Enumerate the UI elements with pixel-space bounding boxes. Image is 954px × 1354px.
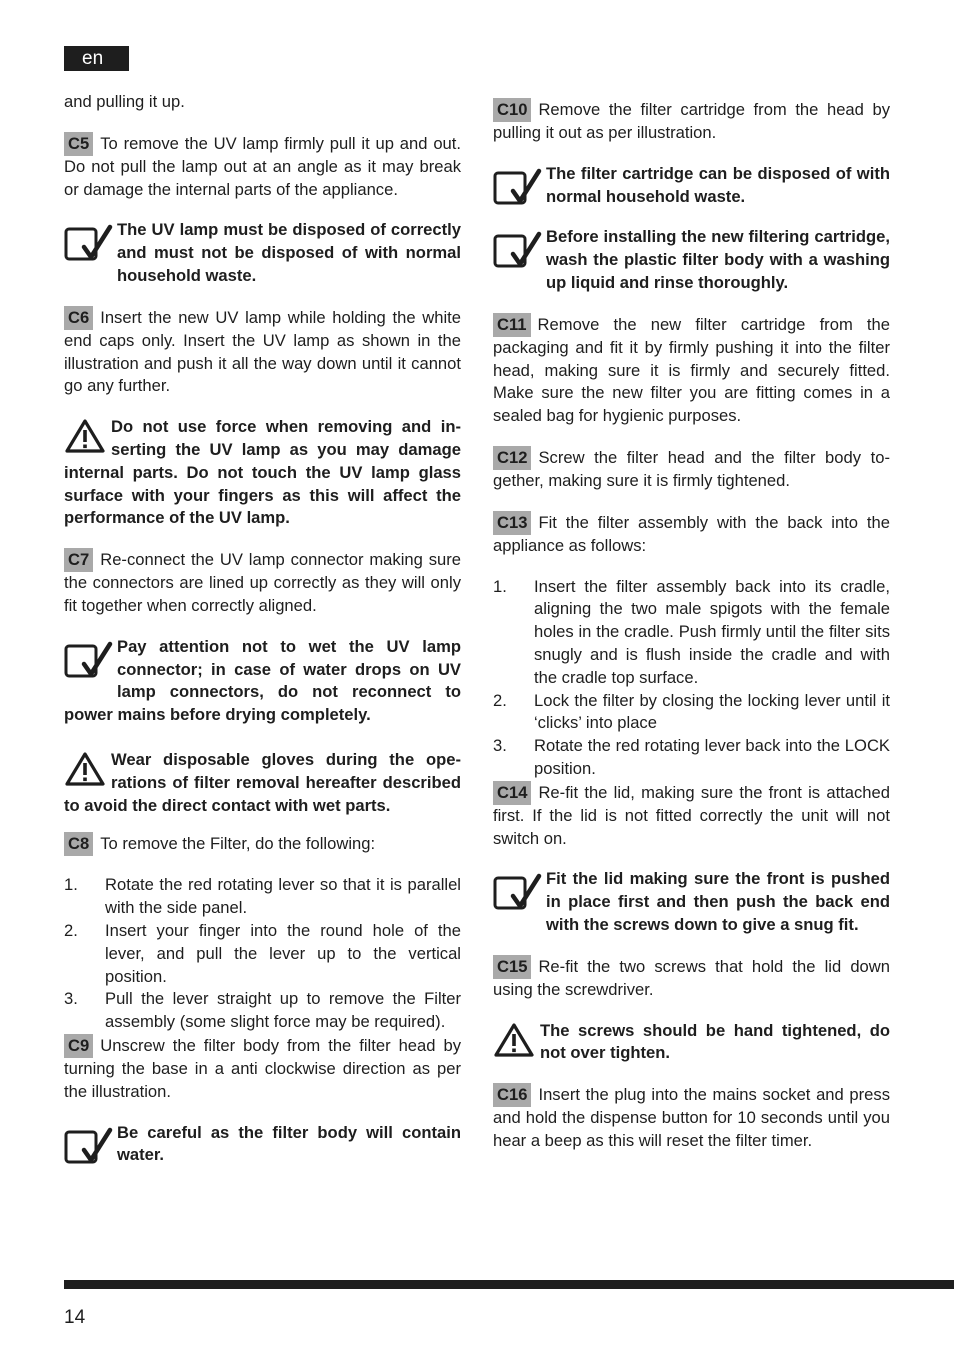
warning-triangle-icon	[64, 751, 108, 791]
checkbox-note-icon	[493, 868, 543, 914]
step-badge: C8	[64, 832, 93, 856]
list-item	[64, 874, 461, 920]
checkbox-note-icon	[64, 1122, 114, 1168]
step-c14	[493, 781, 890, 851]
step-badge: C11	[493, 313, 531, 337]
step-c12	[493, 446, 890, 493]
step-c15	[493, 955, 890, 1002]
step-text: Remove the filter cartridge from the head by pulling it out as per illustration.	[493, 100, 890, 142]
step-badge: C9	[64, 1034, 93, 1058]
step-text: Fit the filter assembly with the back into the appliance as follows:	[493, 512, 890, 555]
c13-steps-list	[493, 576, 890, 781]
note-uv-disposal	[64, 219, 461, 287]
note-connector-water	[64, 636, 461, 727]
step-c6	[64, 306, 461, 398]
checkbox-note-icon	[493, 163, 543, 209]
list-number: 2.	[64, 920, 78, 940]
step-c11	[493, 313, 890, 428]
list-text: Insert your finger into the round hole of the lever, and pull the lever up to the vertical position.	[105, 920, 461, 986]
step-text: Remove the new filter cartridge from the packaging and fit it by firmly pushing it into the filter head, making sure it is firmly and securely fitted. Make sure the new filter you are fitting comes in a sealed bag for hygienic purposes.	[493, 314, 890, 426]
warning-text: Do not use force when removing and inserting the UV lamp as you may damage internal parts. Do not touch the UV lamp glass surface with your fingers as this will affect the performance of the UV lamp.	[64, 417, 461, 528]
list-number: 2.	[493, 690, 507, 710]
list-number: 1.	[493, 576, 507, 596]
list-item	[493, 576, 890, 690]
step-text: Re-fit the lid, making sure the front is attached first. If the lid is not fitted correctly the unit will not switch on.	[493, 782, 890, 848]
step-text: Unscrew the filter body from the filter head by turning the base in a anti clockwise direction as per the illustration.	[64, 1035, 461, 1101]
left-column	[64, 91, 461, 1168]
note-text: Before installing the new filtering cartridge, wash the plastic filter body with a washing up liquid and rinse thoroughly.	[546, 227, 890, 292]
step-text: Screw the filter head and the filter body together, making sure it is firmly tightened.	[493, 447, 890, 490]
note-text: Fit the lid making sure the front is pushed in place first and then push the back end with the screws down to give a snug fit.	[546, 869, 890, 934]
step-badge: C13	[493, 511, 531, 535]
warning-triangle-icon	[64, 418, 108, 458]
step-badge: C10	[493, 98, 531, 122]
note-filter-water	[64, 1122, 461, 1168]
list-text: Lock the filter by closing the locking lever until it ‘clicks’ into place	[534, 690, 890, 733]
step-c7	[64, 548, 461, 618]
step-text: Re-connect the UV lamp connector making sure the connectors are lined up correctly as they will only fit together when correctly aligned.	[64, 550, 461, 615]
note-text: The filter cartridge can be disposed of with normal household waste.	[546, 163, 890, 206]
checkbox-note-icon	[64, 636, 114, 682]
step-badge: C15	[493, 955, 531, 979]
list-item	[493, 690, 890, 736]
step-c5	[64, 132, 461, 202]
step-c10	[493, 98, 890, 145]
step-text: Insert the plug into the mains socket and press and hold the dispense button for 10 seconds until you hear a beep as this will reset the filter timer.	[493, 1085, 890, 1150]
step-c9	[64, 1034, 461, 1104]
list-number: 1.	[64, 875, 78, 895]
note-text: Pay attention not to wet the UV lamp connector; in case of water drops on UV lamp connectors, do not reconnect to power mains before drying completely.	[64, 636, 461, 725]
step-badge: C16	[493, 1083, 531, 1107]
checkbox-note-icon	[493, 226, 543, 272]
list-item	[64, 988, 461, 1034]
list-text: Rotate the red rotating lever back into the LOCK position.	[534, 736, 890, 778]
note-fit-lid	[493, 868, 890, 936]
step-text: To remove the Filter, do the following:	[100, 834, 376, 854]
step-badge: C6	[64, 306, 93, 330]
step-c16	[493, 1083, 890, 1153]
page-number: 14	[64, 1307, 86, 1328]
note-cartridge-disposal	[493, 163, 890, 209]
language-tab: en	[64, 46, 129, 71]
checkbox-note-icon	[64, 219, 114, 265]
footer-rule	[64, 1280, 954, 1289]
note-text: The UV lamp must be disposed of correctly and must not be disposed of with normal household waste.	[117, 220, 461, 285]
list-text: Rotate the red rotating lever so that it is parallel with the side panel.	[105, 875, 461, 918]
step-c8	[64, 832, 461, 856]
warning-gloves	[64, 749, 461, 817]
step-text: Re-fit the two screws that hold the lid down using the screwdriver.	[493, 956, 890, 999]
step-text: To remove the UV lamp firmly pull it up and out. Do not pull the lamp out at an angle as it may break or damage the internal parts of the appliance.	[64, 133, 461, 199]
step-badge: C12	[493, 446, 531, 470]
warning-text: The screws should be hand tightened, do not over tighten.	[540, 1020, 890, 1063]
step-text: Insert the new UV lamp while holding the white end caps only. Insert the UV lamp as shown in the illustration and push it all the way down until it cannot go any further.	[64, 307, 461, 396]
right-column	[493, 98, 890, 1153]
list-item	[64, 920, 461, 988]
step-c13	[493, 511, 890, 558]
warning-screws	[493, 1020, 890, 1066]
intro-text: and pulling it up.	[64, 92, 185, 111]
list-item	[493, 735, 890, 781]
warning-force	[64, 416, 461, 530]
warning-text: Wear disposable gloves during the operations of filter removal hereafter described to avoid the direct contact with wet parts.	[64, 749, 461, 815]
note-text: Be careful as the filter body will contain water.	[117, 1122, 461, 1165]
list-text: Pull the lever straight up to remove the Filter assembly (some slight force may be required).	[105, 989, 461, 1032]
list-number: 3.	[64, 989, 78, 1009]
warning-triangle-icon	[493, 1022, 537, 1062]
note-wash-body	[493, 226, 890, 294]
list-text: Insert the filter assembly back into its cradle, aligning the two male spigots with the female holes in the cradle. Push firmly until the filter sits snugly and is flush inside the cradle and with the cradle top surface.	[534, 576, 890, 687]
step-badge: C5	[64, 132, 93, 156]
step-badge: C7	[64, 548, 93, 572]
list-number: 3.	[493, 736, 507, 756]
c8-steps-list	[64, 874, 461, 1034]
step-badge: C14	[493, 781, 531, 805]
